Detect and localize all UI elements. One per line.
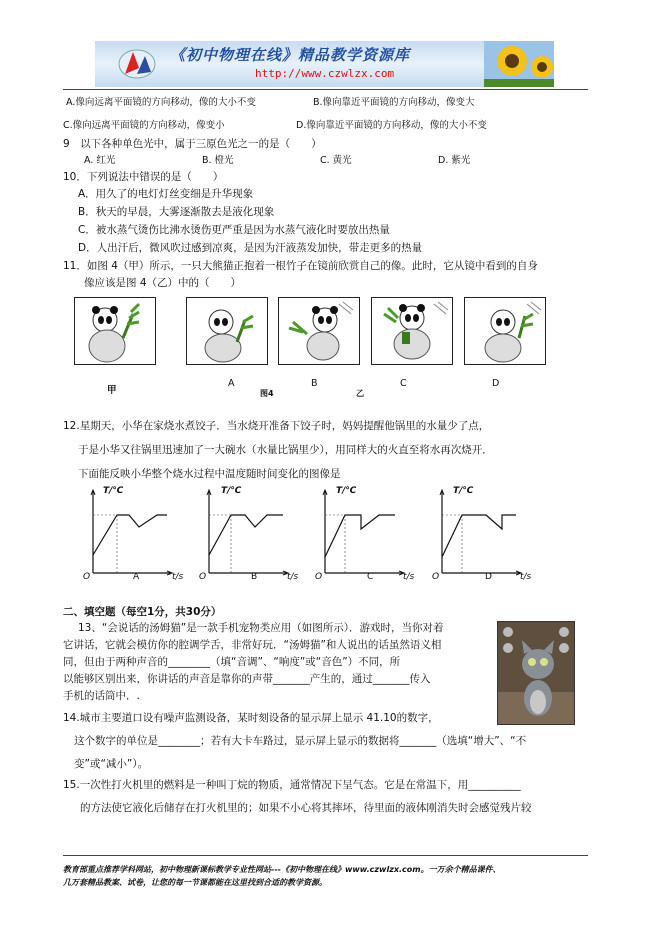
cat-icon xyxy=(498,622,574,724)
graph-c-ylabel: T/℃ xyxy=(336,486,357,496)
sunflower-icon xyxy=(484,41,554,87)
graph-b-id: B xyxy=(251,572,258,582)
q11-label-fig4: 图4 xyxy=(260,389,274,398)
q13-line5: 手机的话筒中．. xyxy=(63,690,140,702)
graph-a-xlabel: t/s xyxy=(172,572,184,582)
header-title: 《初中物理在线》精品教学资源库 xyxy=(170,46,411,64)
q10-stem: 10．下列说法中错误的是（ ） xyxy=(63,171,224,183)
panda-b-icon xyxy=(279,298,359,364)
panda-c-icon xyxy=(372,298,452,364)
q15-line1: 15.一次性打火机里的燃料是一种叫丁烷的物质，通常情况下呈气态。它是在常温下，用__________ xyxy=(63,779,521,791)
panda-option-b xyxy=(278,297,360,365)
graph-a-origin: O xyxy=(83,572,91,582)
logo-icon xyxy=(117,44,157,84)
talking-tom-image xyxy=(497,621,575,725)
q12-line2: 于是小华又往锅里迅速加了一大碗水（水量比锅里少），用同样大的火直至将水再次烧开． xyxy=(78,444,493,456)
q11-label-yi: 乙 xyxy=(356,389,364,398)
q8-option-b: B.像向靠近平面镜的方向移动，像变大 xyxy=(313,97,475,108)
q14-line2: 这个数字的单位是________；若有大卡车路过，显示屏上显示的数据将_______（选填“增大”、“不 xyxy=(74,735,527,747)
footer-line1: 教育部重点推荐学科网站，初中物理新课标教学专业性网站---《初中物理在线》www.czwlzx.com。一万余个精品课件、 xyxy=(63,865,501,874)
q15-line2: 的方法使它液化后储存在打火机里的；如果不小心将其摔坏，待里面的液体刚消失时会感觉残片较 xyxy=(80,802,532,814)
q13-line3: 同，但由于两种声音的________（填“音调”、“响度”或“音色”）不同，所 xyxy=(63,656,401,668)
q12-line3: 下面能反映小华整个烧水过程中温度随时间变化的图像是 xyxy=(78,468,341,480)
q10-option-a: A．用久了的电灯灯丝变细是升华现象 xyxy=(78,188,254,200)
graph-c-origin: O xyxy=(315,572,323,582)
graph-c-xlabel: t/s xyxy=(403,572,415,582)
header-url[interactable]: http://www.czwlzx.com xyxy=(255,67,395,80)
q14-line1: 14.城市主要道口设有噪声监测设备，某时刻设备的显示屏上显示 41.10的数字， xyxy=(63,712,439,724)
q12-line1: 12.星期天，小华在家烧水煮饺子．当水烧开准备下饺子时，妈妈提醒他锅里的水量少了点， xyxy=(63,420,490,432)
q9-option-c: C. 黄光 xyxy=(320,155,352,166)
panda-figure-jia xyxy=(74,297,156,365)
q9-stem: 9 以下各种单色光中，属于三原色光之一的是（ ） xyxy=(63,138,322,150)
q8-option-d: D.像向靠近平面镜的方向移动，像的大小不变 xyxy=(296,120,487,131)
q10-option-c: C．被水蒸气烫伤比沸水烫伤更严重是因为水蒸气液化时要放出热量 xyxy=(78,224,390,236)
q13-line4: 以能够区别出来，你讲话的声音是靠你的声带_______产生的，通过_______传入 xyxy=(63,673,431,685)
q9-option-a: A. 红光 xyxy=(84,155,116,166)
panda-option-a xyxy=(186,297,268,365)
section2-heading: 二、填空题（每空1分，共30分） xyxy=(63,606,222,618)
graph-b xyxy=(203,485,293,580)
q11-stem-line1: 11．如图 4（甲）所示，一只大熊猫正抱着一根竹子在镜前欣赏自己的像。此时，它从镜中看到的自身 xyxy=(63,260,538,272)
graph-a-ylabel: T/℃ xyxy=(103,486,124,496)
graph-b-origin: O xyxy=(199,572,207,582)
graph-d-origin: O xyxy=(432,572,440,582)
q10-option-d: D．人出汗后，微风吹过感到凉爽，是因为汗液蒸发加快，带走更多的热量 xyxy=(78,242,423,254)
graph-d-xlabel: t/s xyxy=(520,572,532,582)
graph-b-xlabel: t/s xyxy=(287,572,299,582)
header-divider xyxy=(63,89,588,90)
q11-label-c: C xyxy=(400,378,407,389)
q13-line1: 13、“会说话的汤姆猫”是一款手机宠物类应用（如图所示）．游戏时，当你对着 xyxy=(78,622,444,634)
graph-d-id: D xyxy=(485,572,492,582)
q9-option-d: D. 紫光 xyxy=(438,155,471,166)
graph-c-id: C xyxy=(367,572,374,582)
q8-option-c: C.像向远离平面镜的方向移动，像变小 xyxy=(63,120,225,131)
graph-b-ylabel: T/℃ xyxy=(221,486,242,496)
footer-line2: 几万套精品教案、试卷，让您的每一节课都能在这里找到合适的教学资源。 xyxy=(63,878,327,887)
graph-a xyxy=(87,485,177,580)
q9-option-b: B. 橙光 xyxy=(202,155,234,166)
q13-line2: 它讲话，它就会模仿你的腔调学舌，非常好玩．“汤姆猫”和人说出的话虽然语义相 xyxy=(63,639,442,651)
graph-a-id: A xyxy=(133,572,140,582)
q11-label-d: D xyxy=(492,378,500,389)
panda-option-c xyxy=(371,297,453,365)
graph-d-ylabel: T/℃ xyxy=(453,486,474,496)
footer-divider xyxy=(63,855,588,856)
q14-line3: 变”或“减小”）。 xyxy=(74,758,149,770)
graph-d xyxy=(436,485,526,580)
q11-label-b: B xyxy=(311,378,318,389)
q11-label-jia: 甲 xyxy=(107,385,117,396)
q11-label-a: A xyxy=(228,378,235,389)
graph-c xyxy=(319,485,409,580)
q8-option-a: A.像向远离平面镜的方向移动，像的大小不变 xyxy=(66,97,256,108)
q11-stem-line2: 像应该是图 4（乙）中的（ ） xyxy=(84,277,242,289)
q10-option-b: B．秋天的早晨，大雾逐渐散去是液化现象 xyxy=(78,206,275,218)
panda-option-d xyxy=(464,297,546,365)
panda-d-icon xyxy=(465,298,545,364)
panda-jia-icon xyxy=(75,298,155,364)
panda-a-icon xyxy=(187,298,267,364)
